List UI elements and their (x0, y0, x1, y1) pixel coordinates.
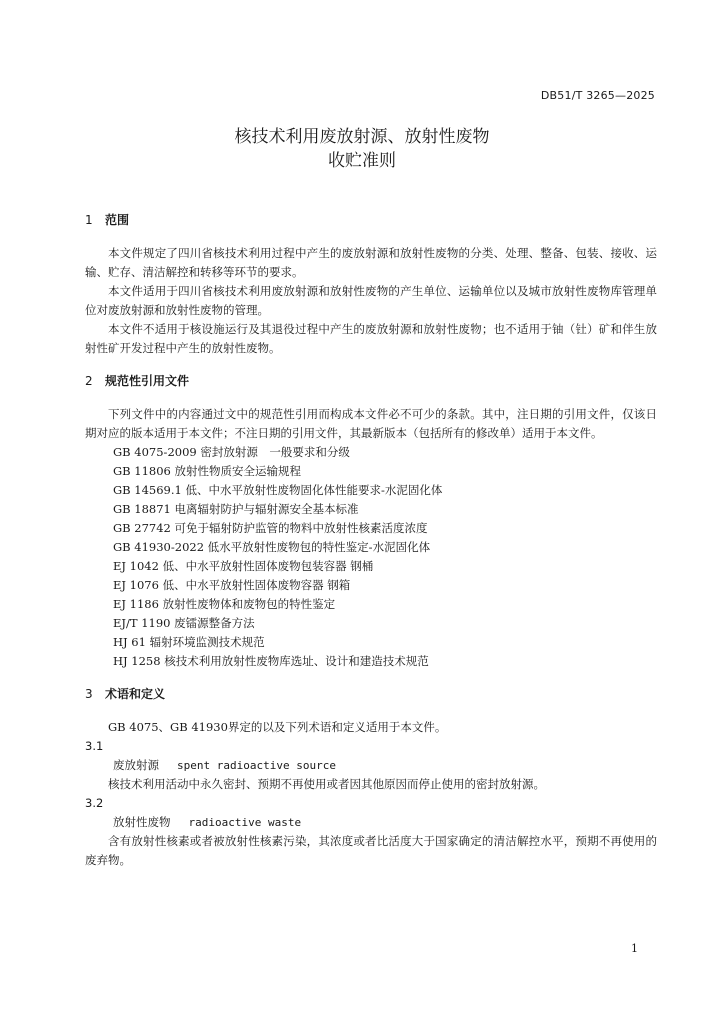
document-body (85, 211, 657, 870)
section-title: 术语和定义 (105, 687, 166, 701)
reference-item: GB 41930-2022 低水平放射性废物包的特性鉴定-水泥固化体 (113, 540, 431, 554)
section-number: 2 (85, 374, 93, 388)
reference-item: EJ 1186 放射性废物体和废物包的特性鉴定 (113, 597, 336, 611)
reference-item: EJ 1076 低、中水平放射性固体废物容器 钢箱 (113, 578, 351, 592)
reference-item: HJ 1258 核技术利用放射性废物库选址、设计和建造技术规范 (113, 654, 429, 668)
section-title: 范围 (105, 213, 130, 227)
term-number: 3.1 (85, 739, 104, 753)
reference-item: EJ/T 1190 废镭源整备方法 (113, 616, 255, 630)
section-title: 规范性引用文件 (105, 374, 190, 388)
reference-item: GB 18871 电离辐射防护与辐射源安全基本标准 (113, 502, 359, 516)
term-name-en: radioactive waste (188, 816, 302, 829)
page-number: 1 (631, 942, 638, 955)
term-number: 3.2 (85, 796, 104, 810)
paragraph: 本文件不适用于核设施运行及其退役过程中产生的废放射源和放射性废物；也不适用于铀（钍）矿和伴生放射性矿开发过程中产生的放射性废物。 (85, 322, 657, 355)
paragraph: GB 4075、GB 41930界定的以及下列术语和定义适用于本文件。 (108, 720, 447, 734)
reference-item: EJ 1042 低、中水平放射性固体废物包装容器 钢桶 (113, 559, 374, 573)
document-title-line2: 收贮准则 (328, 151, 396, 171)
reference-item: GB 4075-2009 密封放射源 一般要求和分级 (113, 445, 350, 459)
paragraph: 下列文件中的内容通过文中的规范性引用而构成本文件必不可少的条款。其中，注日期的引用文件，仅该日期对应的版本适用于本文件；不注日期的引用文件，其最新版本（包括所有的修改单）适用于本文件。 (85, 407, 657, 440)
section-number: 3 (85, 687, 93, 701)
term-definition: 含有放射性核素或者被放射性核素污染，其浓度或者比活度大于国家确定的清洁解控水平，预期不再使用的废弃物。 (85, 834, 657, 867)
reference-item: GB 14569.1 低、中水平放射性废物固化体性能要求-水泥固化体 (113, 483, 443, 497)
term-name (85, 756, 657, 775)
section-heading-terms (85, 685, 657, 704)
term-name-en: spent radioactive source (177, 759, 336, 772)
term-definition: 核技术利用活动中永久密封、预期不再使用或者因其他原因而停止使用的密封放射源。 (108, 777, 545, 791)
section-heading-normative-references (85, 372, 657, 391)
section-heading-scope (85, 211, 657, 230)
reference-item: GB 27742 可免于辐射防护监管的物料中放射性核素活度浓度 (113, 521, 428, 535)
paragraph: 本文件适用于四川省核技术利用废放射源和放射性废物的产生单位、运输单位以及城市放射性废物库管理单位对废放射源和放射性废物的管理。 (85, 284, 657, 317)
section-number: 1 (85, 213, 93, 227)
term-name (85, 813, 657, 832)
document-title-line1: 核技术利用废放射源、放射性废物 (234, 127, 490, 147)
term-name-zh: 废放射源 (113, 758, 159, 772)
reference-item: HJ 61 辐射环境监测技术规范 (113, 635, 265, 649)
reference-item: GB 11806 放射性物质安全运输规程 (113, 464, 302, 478)
standard-code: DB51/T 3265—2025 (540, 89, 655, 102)
term-name-zh: 放射性废物 (113, 815, 171, 829)
paragraph: 本文件规定了四川省核技术利用过程中产生的废放射源和放射性废物的分类、处理、整备、包装、接收、运输、贮存、清洁解控和转移等环节的要求。 (85, 246, 657, 279)
